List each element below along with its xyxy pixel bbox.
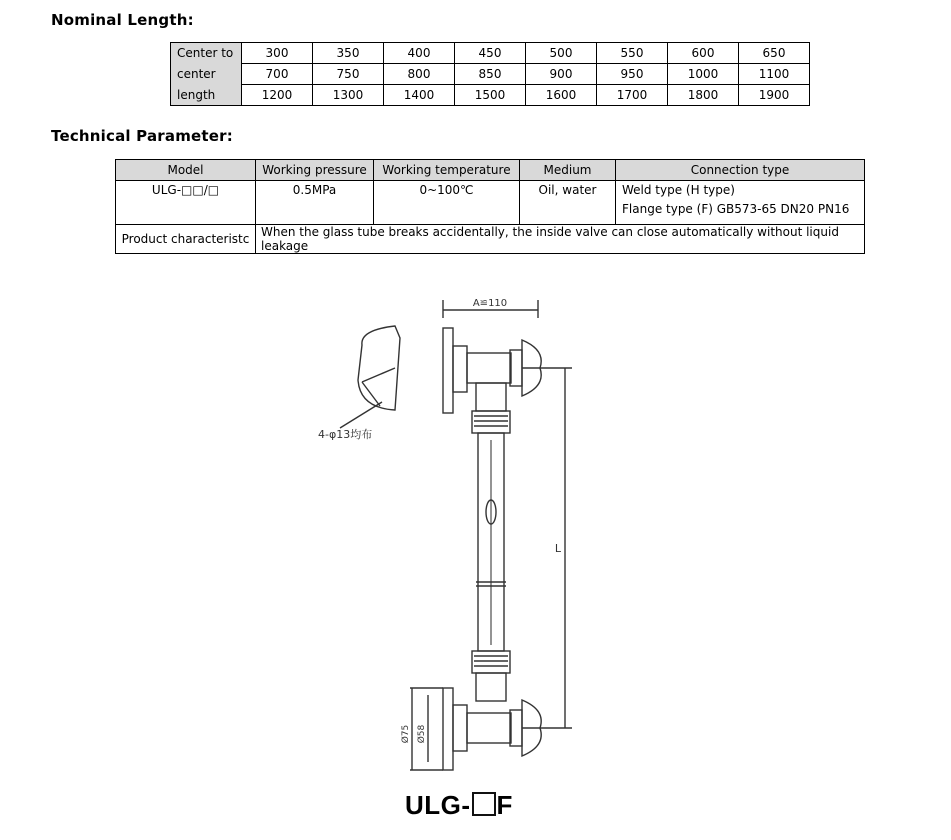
bottom-flange-plate: [443, 688, 453, 770]
top-valve-nut: [510, 350, 522, 386]
table-cell: 1900: [739, 85, 810, 106]
table-cell: 1100: [739, 64, 810, 85]
table-row: [171, 64, 810, 85]
table-row: [171, 85, 810, 106]
dim-left-label-outer: Ø75: [401, 724, 411, 744]
table-cell: 650: [739, 43, 810, 64]
temperature-cell: 0~100℃: [374, 181, 520, 225]
table-row: [116, 225, 865, 254]
table-cell: 600: [668, 43, 739, 64]
dim-length-label: L: [554, 542, 562, 555]
table-row: [171, 43, 810, 64]
table-cell: 450: [455, 43, 526, 64]
diagram-title-suffix: F: [496, 790, 513, 820]
bottom-valve-nut: [510, 710, 522, 746]
technical-parameter-heading: Technical Parameter:: [51, 127, 233, 145]
technical-parameter-table: [115, 159, 865, 254]
nominal-length-heading: Nominal Length:: [51, 11, 194, 29]
header-working-temperature: Working temperature: [374, 160, 520, 181]
bottom-valve-body: [467, 713, 511, 743]
connection-weld: Weld type (H type): [622, 183, 735, 197]
table-cell: 700: [242, 64, 313, 85]
nominal-label-cell: length: [171, 85, 242, 106]
header-medium: Medium: [520, 160, 616, 181]
dim-left-label-inner: Ø58: [417, 724, 427, 744]
table-cell: 1400: [384, 85, 455, 106]
medium-cell: Oil, water: [520, 181, 616, 225]
table-cell: 950: [597, 64, 668, 85]
level-gauge-drawing: [300, 290, 600, 790]
table-cell: 1500: [455, 85, 526, 106]
table-cell: 400: [384, 43, 455, 64]
table-cell: 300: [242, 43, 313, 64]
table-cell: 750: [313, 64, 384, 85]
table-row: [116, 181, 865, 225]
header-working-pressure: Working pressure: [256, 160, 374, 181]
bottom-gland: [472, 651, 510, 673]
pressure-cell: 0.5MPa: [256, 181, 374, 225]
nominal-label-cell: Center to: [171, 43, 242, 64]
header-model: Model: [116, 160, 256, 181]
top-flange-plate: [443, 328, 453, 413]
table-cell: 1800: [668, 85, 739, 106]
top-flange-neck: [453, 346, 467, 392]
table-cell: 550: [597, 43, 668, 64]
model-cell: ULG-□□/□: [116, 181, 256, 225]
characteristic-label: Product characteristc: [116, 225, 256, 254]
top-gland: [472, 411, 510, 433]
nominal-length-table: [170, 42, 810, 106]
placeholder-box-icon: [472, 792, 496, 816]
bottom-flange-neck: [453, 705, 467, 751]
nominal-label-cell: center: [171, 64, 242, 85]
dim-hole-label: 4-φ13均布: [318, 428, 373, 441]
connection-flange: Flange type (F) GB573-65 DN20 PN16: [622, 202, 850, 216]
table-cell: 1700: [597, 85, 668, 106]
table-cell: 1300: [313, 85, 384, 106]
table-cell: 850: [455, 64, 526, 85]
top-valve-body: [467, 353, 511, 383]
table-cell: 900: [526, 64, 597, 85]
dim-top-label: A≌110: [472, 298, 508, 309]
table-cell: 800: [384, 64, 455, 85]
table-cell: 1000: [668, 64, 739, 85]
table-cell: 1600: [526, 85, 597, 106]
table-cell: 350: [313, 43, 384, 64]
top-union: [476, 383, 506, 411]
diagram-title-prefix: ULG-: [405, 790, 471, 820]
connection-cell: [616, 181, 865, 225]
table-cell: 1200: [242, 85, 313, 106]
table-header-row: [116, 160, 865, 181]
table-cell: 500: [526, 43, 597, 64]
header-connection-type: Connection type: [616, 160, 865, 181]
characteristic-text: When the glass tube breaks accidentally, the inside valve can close automatically without liquid leakage: [256, 225, 865, 254]
bottom-union: [476, 673, 506, 701]
leader-line: [340, 402, 382, 428]
diagram-title: [405, 790, 513, 821]
